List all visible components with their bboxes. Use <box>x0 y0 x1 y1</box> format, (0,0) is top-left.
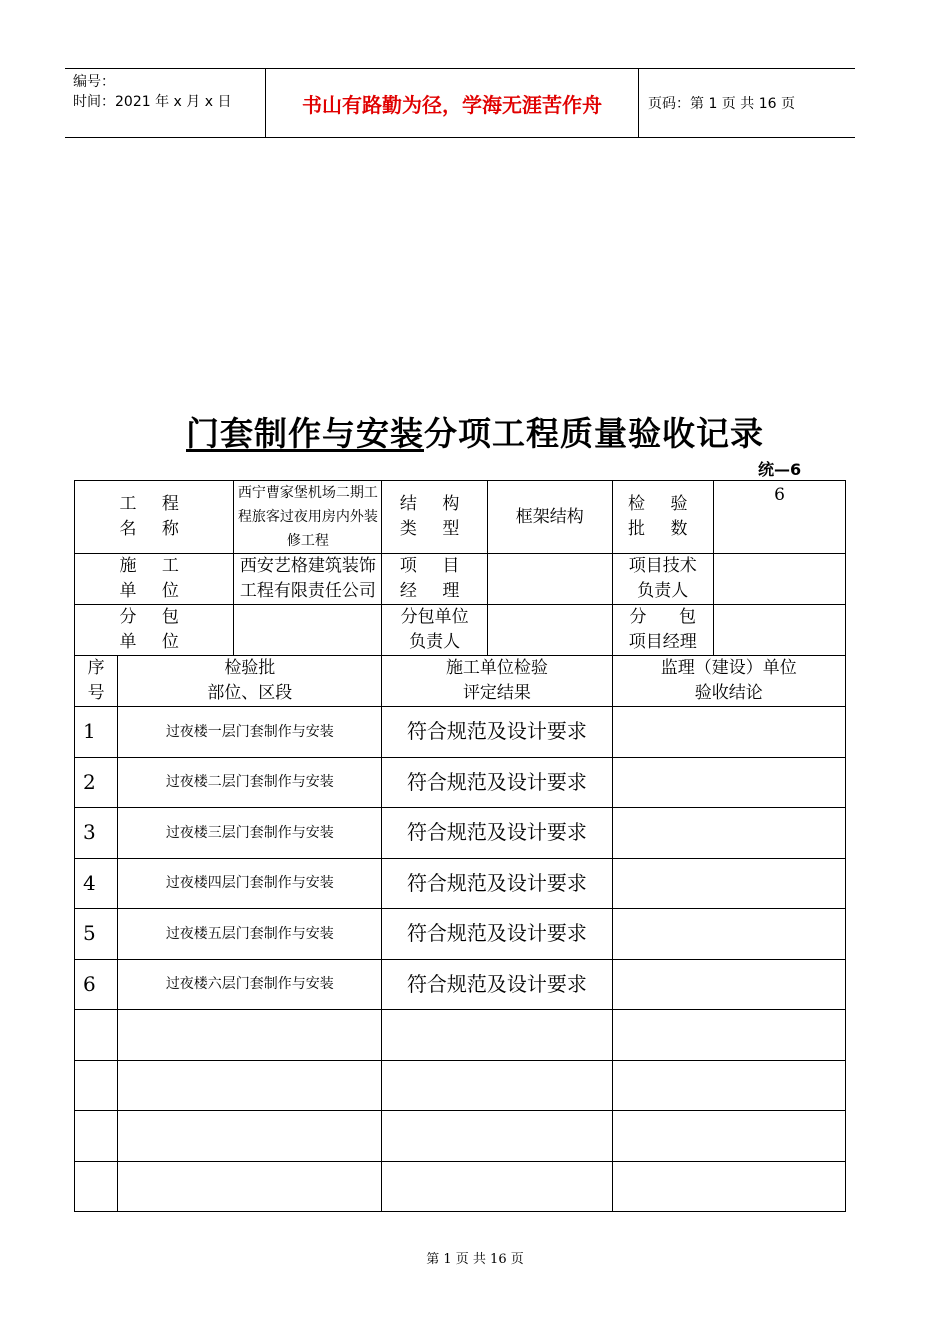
contractor: 西安艺格建筑装饰工程有限责任公司 <box>234 554 382 605</box>
contractor-label: 施 工 单 位 <box>75 554 234 605</box>
row-seq <box>75 1111 118 1162</box>
row-seq: 1 <box>75 707 118 758</box>
form-code: 统—6 <box>758 460 802 479</box>
row-result: 符合规范及设计要求 <box>382 757 612 808</box>
sub-manager-label: 分 包 项目经理 <box>612 605 713 656</box>
info-row-subcontractor <box>75 605 846 656</box>
info-row-contractor <box>75 554 846 605</box>
col-location-header: 检验批 部位、区段 <box>118 656 382 707</box>
table-row <box>75 757 846 808</box>
column-header-row <box>75 656 846 707</box>
row-location: 过夜楼五层门套制作与安装 <box>118 909 382 960</box>
row-seq <box>75 1010 118 1061</box>
row-seq: 6 <box>75 959 118 1010</box>
time-label: 时间：2021 年 x 月 x 日 <box>73 94 232 110</box>
subcontractor-label: 分 包 单 位 <box>75 605 234 656</box>
row-conclusion <box>612 909 845 960</box>
info-row-project <box>75 481 846 554</box>
row-conclusion <box>612 959 845 1010</box>
row-conclusion <box>612 1111 845 1162</box>
row-location <box>118 1010 382 1061</box>
project-name-label: 工 程 名 称 <box>75 481 234 554</box>
header-page-info: 页码：第 1 页 共 16 页 <box>648 96 795 112</box>
row-location <box>118 1111 382 1162</box>
col-result-header: 施工单位检验 评定结果 <box>382 656 612 707</box>
document-header <box>65 68 855 138</box>
row-conclusion <box>612 1010 845 1061</box>
row-seq: 4 <box>75 858 118 909</box>
number-label: 编号： <box>73 74 115 90</box>
subcontractor <box>234 605 382 656</box>
inspection-rows <box>75 707 846 1212</box>
table-row <box>75 1060 846 1111</box>
row-conclusion <box>612 858 845 909</box>
project-name: 西宁曹家堡机场二期工程旅客过夜用房内外装修工程 <box>234 481 382 554</box>
row-location <box>118 1060 382 1111</box>
table-row <box>75 1111 846 1162</box>
manager <box>487 554 612 605</box>
row-result: 符合规范及设计要求 <box>382 959 612 1010</box>
row-conclusion <box>612 1060 845 1111</box>
table-row <box>75 1010 846 1061</box>
table-row <box>75 808 846 859</box>
manager-label: 项 目 经 理 <box>382 554 488 605</box>
row-location: 过夜楼一层门套制作与安装 <box>118 707 382 758</box>
row-result: 符合规范及设计要求 <box>382 909 612 960</box>
row-location <box>118 1161 382 1212</box>
sub-head <box>487 605 612 656</box>
row-result <box>382 1060 612 1111</box>
row-conclusion <box>612 1161 845 1212</box>
row-result: 符合规范及设计要求 <box>382 808 612 859</box>
structure-value: 框架结构 <box>487 481 612 554</box>
sub-head-label: 分包单位 负责人 <box>382 605 488 656</box>
sub-manager <box>713 605 845 656</box>
table-row <box>75 858 846 909</box>
row-result <box>382 1111 612 1162</box>
row-seq: 5 <box>75 909 118 960</box>
col-conclusion-header: 监理（建设）单位 验收结论 <box>612 656 845 707</box>
row-result <box>382 1161 612 1212</box>
tech-lead-label: 项目技术 负责人 <box>612 554 713 605</box>
row-location: 过夜楼四层门套制作与安装 <box>118 858 382 909</box>
row-result: 符合规范及设计要求 <box>382 858 612 909</box>
row-seq <box>75 1161 118 1212</box>
batch-count: 6 <box>713 481 845 554</box>
page-footer: 第 1 页 共 16 页 <box>426 1252 524 1267</box>
row-conclusion <box>612 757 845 808</box>
header-divider <box>638 69 639 137</box>
table-row <box>75 909 846 960</box>
row-location: 过夜楼二层门套制作与安装 <box>118 757 382 808</box>
title-rest: 分项工程质量验收记录 <box>424 414 764 453</box>
batch-count-label: 检 验 批 数 <box>612 481 713 554</box>
row-result: 符合规范及设计要求 <box>382 707 612 758</box>
structure-label: 结 构 类 型 <box>382 481 488 554</box>
row-conclusion <box>612 707 845 758</box>
row-seq <box>75 1060 118 1111</box>
row-seq: 3 <box>75 808 118 859</box>
header-meta <box>73 72 263 112</box>
row-result <box>382 1010 612 1061</box>
table-row <box>75 1161 846 1212</box>
row-location: 过夜楼三层门套制作与安装 <box>118 808 382 859</box>
row-conclusion <box>612 808 845 859</box>
header-motto: 书山有路勤为径，学海无涯苦作舟 <box>302 92 602 117</box>
document-title <box>0 408 950 455</box>
table-row <box>75 707 846 758</box>
table-row <box>75 959 846 1010</box>
col-seq-header: 序 号 <box>75 656 118 707</box>
title-underlined: 门套制作与安装 <box>186 414 424 453</box>
row-seq: 2 <box>75 757 118 808</box>
tech-lead <box>713 554 845 605</box>
acceptance-record-table <box>74 480 846 1212</box>
row-location: 过夜楼六层门套制作与安装 <box>118 959 382 1010</box>
